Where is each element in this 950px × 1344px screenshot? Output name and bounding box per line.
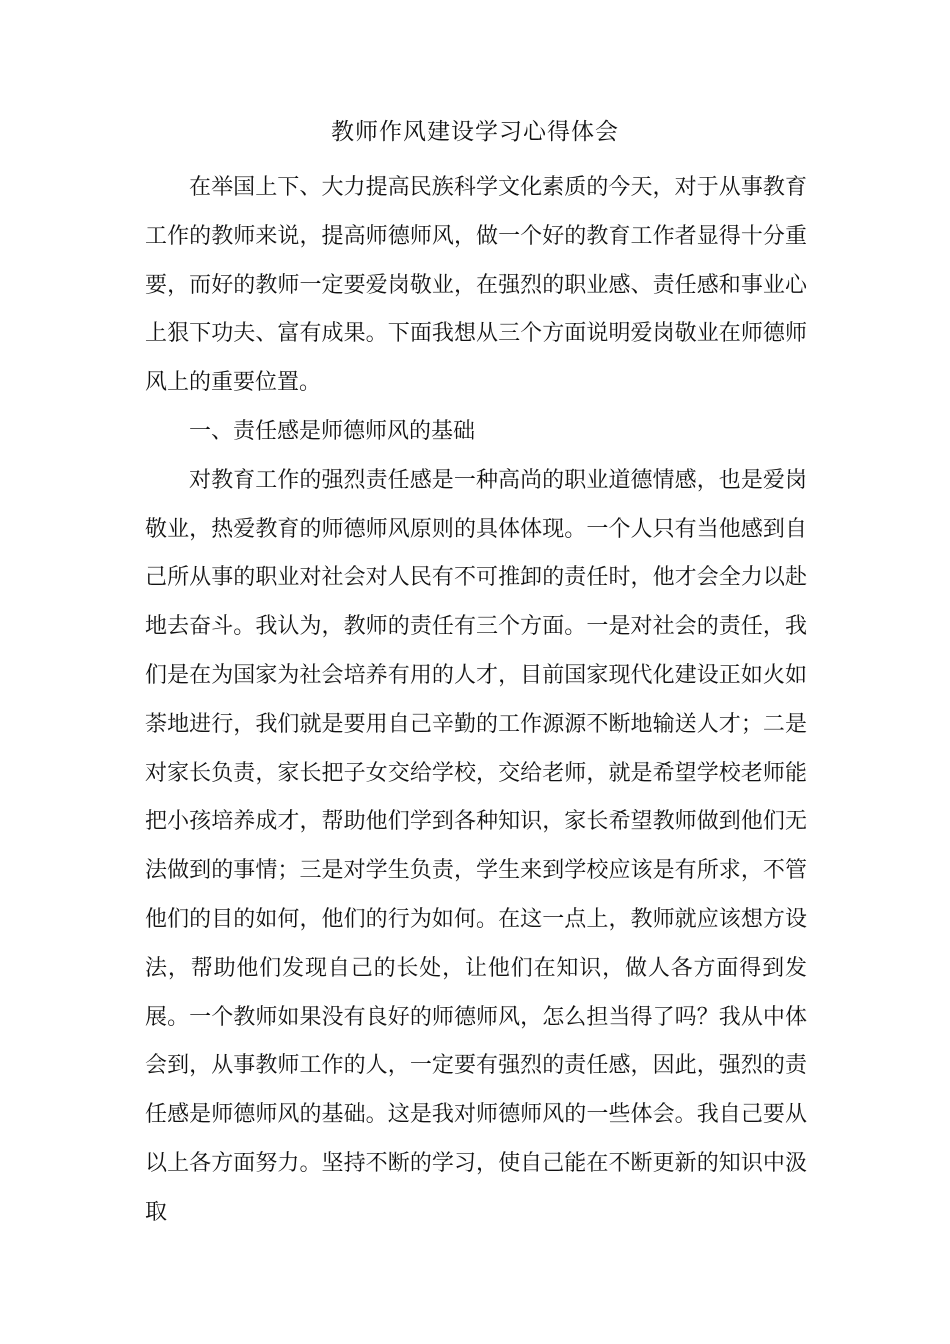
paragraph-responsibility: 对教育工作的强烈责任感是一种高尚的职业道德情感，也是爱岗敬业，热爱教育的师德师风原则的具体体现。一个人只有当他感到自己所从事的职业对社会对人民有不可推卸的责任时，他才会全力以赴地去奋斗。我认为，教师的责任有三个方面。一是对社会的责任，我们是在为国家为社会培养有用的人才，目前国家现代化建设正如火如荼地进行，我们就是要用自己辛勤的工作源源不断地输送人才；二是对家长负责，家长把子女交给学校，交给老师，就是希望学校老师能把小孩培养成才，帮助他们学到各种知识，家长希望教师做到他们无法做到的事情；三是对学生负责，学生来到学校应该是有所求，不管他们的目的如何，他们的行为如何。在这一点上，教师就应该想方设法，帮助他们发现自己的长处，让他们在知识，做人各方面得到发展。一个教师如果没有良好的师德师风，怎么担当得了吗？我从中体会到，从事教师工作的人，一定要有强烈的责任感，因此，强烈的责任感是师德师风的基础。这是我对师德师风的一些体会。我自己要从以上各方面努力。坚持不断的学习，使自己能在不断更新的知识中汲取 [145,467,807,1225]
section-heading-responsibility: 一、责任感是师德师风的基础 [189,418,476,444]
paragraph-intro: 在举国上下、大力提高民族科学文化素质的今天，对于从事教育工作的教师来说，提高师德师风，做一个好的教育工作者显得十分重要，而好的教师一定要爱岗敬业，在强烈的职业感、责任感和事业心上狠下功夫、富有成果。下面我想从三个方面说明爱岗敬业在师德师风上的重要位置。 [145,175,807,396]
document-body [145,164,807,1238]
document-title: 教师作风建设学习心得体会 [331,119,619,145]
